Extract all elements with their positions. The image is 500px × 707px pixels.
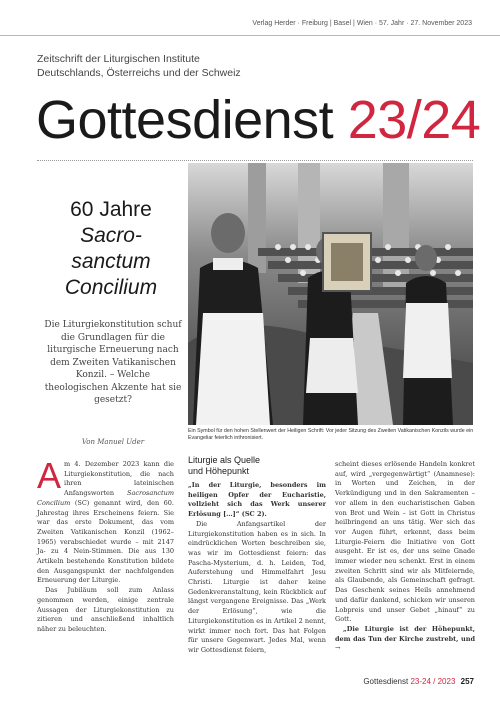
col1-paragraph-1 (37, 455, 174, 586)
continue-arrow-icon: → (335, 644, 341, 653)
footer-journal: Gottesdienst (363, 677, 409, 686)
col2-quote: „In der Liturgie, besonders im heiligen Opfer der Eucharistie, vollzieht sich das Werk unserer Erlösung […]“ (SC 2). (188, 481, 326, 519)
col2-paragraph-1: Die Anfangsartikel der Liturgiekonstitution haben es in sich. In eindrücklichen Worten beschreiben sie, was wir im Gottesdienst feiern: das Pascha-Mysterium, d. h. Leiden, Tod, Auferstehung und Himmelfahrt Jesu Christi. Liturgie ist daher keine Gedenkveranstaltung, kein Rückblick auf längst vergangene Ereignisse. Das „Werk der Erlösung“, wie die Liturgiekonstitution es in Artikel 2 nennt, wirkt immer noch fort. Das hat Folgen für unsere Gegenwart. Jedes Mal, wenn wir Gottesdienst feiern, (188, 519, 326, 654)
col1-text-a: m 4. Dezember 2023 kann die Liturgiekonstitution, die nach ihren lateinischen Anfangsworten (64, 460, 174, 498)
article-lead: Die Liturgiekonstitution schuf die Grundlagen für die liturgische Erneuerung nach dem Zweiten Vatikanischen Konzil. – Welche theologischen Akzente hat sie gesetzt? (44, 320, 182, 405)
journal-description (37, 52, 357, 80)
headline-line-4: Concilium (64, 276, 158, 299)
drop-cap: A (37, 455, 62, 496)
text-column-3 (335, 460, 475, 654)
text-column-2 (188, 455, 326, 656)
journal-description-line-1: Zeitschrift der Liturgischen Institute (37, 53, 200, 65)
masthead-title: Gottesdienst (36, 90, 334, 150)
section-subhead (188, 455, 326, 477)
photo-caption: Ein Symbol für den hohen Stellenwert der Heiligen Schrift: Vor jeder Sitzung des Zweiten Vatikanischen Konzils wurde ein Evangeliar feierlich inthronisiert. (188, 428, 474, 442)
headline-line-3: sanctum (71, 250, 151, 273)
headline-line-1: 60 Jahre (70, 198, 152, 221)
col3-quote-text: „Die Liturgie ist der Höhepunkt, dem das Tun der Kirche zustrebt, und (335, 624, 475, 643)
col1-paragraph-2: Das Jubiläum soll zum Anlass genommen werden, einige zentrale Aussagen der Liturgiekonstitution zu zitieren und anschließend inhaltlich näher zu beleuchten. (37, 586, 174, 633)
page-footer (363, 677, 474, 686)
publisher-meta: Verlag Herder · Freiburg | Basel | Wien · 57. Jahr · 27. November 2023 (252, 20, 472, 27)
masthead-issue: 23/24 (347, 90, 481, 150)
page-number: 257 (460, 677, 474, 686)
council-photo (188, 163, 473, 425)
subhead-line-1: Liturgie als Quelle (188, 455, 261, 465)
journal-description-line-2: Deutschlands, Österreichs und der Schweiz (37, 67, 241, 79)
headline-line-2: Sacro- (80, 224, 142, 247)
subhead-line-2: und Höhepunkt (188, 466, 250, 476)
text-column-1 (37, 455, 174, 635)
col1-text-b: (SC) genannt wird, den 60. Jahrestag ihres Erscheinens feiern. Sie war das erste Dokument, das vom Zweiten Vatikanischen Konzil (1962–1965) verabschiedet wurde – mit 2147 Ja- zu 4 Nein-Stimmen. Die aus 130 Artikeln bestehende Konstitution bildete den Ausgangspunkt der nachfolgenden Erneuerung der Liturgie. (37, 498, 174, 585)
top-rule (0, 0, 500, 36)
col3-quote (335, 625, 475, 654)
footer-issue: 23-24 / 2023 (410, 677, 456, 686)
col1-title-italic: Sacrosanctum Concilium (37, 489, 174, 507)
dotted-divider (37, 160, 473, 161)
article-headline (40, 197, 182, 301)
council-photo-illustration (188, 163, 473, 425)
col3-paragraph-1: scheint dieses erlösende Handeln konkret auf, wird „vergegenwärtigt“ (Anamnese): in Worten und Zeichen, in der Verkündigung und in den Sakramenten – vor allem in den eucharistischen Gaben von Brot und Wein – ist Gott in Christus heilbringend an uns tätig. Wer sich das vor Augen führt, erkennt, dass beim Liturgie-Feiern die Initiative von Gott ausgeht. Er ist es, der uns seine Gnade immer wieder neu schenkt. Erst in einem zweiten Schritt sind wir als Mitfeiernde, als Glaubende, als Gemeinschaft gefragt. Das Geschenk seines Heils annehmend und dafür dankend, schicken wir unseren Lobpreis und unser Gebet „hinauf“ zu Gott. (335, 460, 475, 624)
masthead (36, 88, 480, 152)
article-byline: Von Manuel Uder (81, 438, 145, 446)
